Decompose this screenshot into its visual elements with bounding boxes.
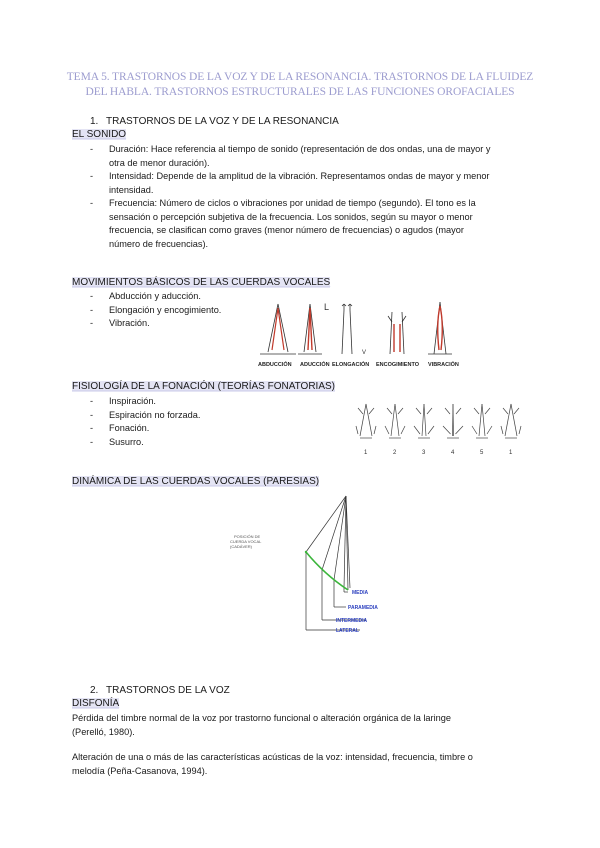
section-2-number: 2. <box>90 685 99 696</box>
section-1-title: TRASTORNOS DE LA VOZ Y DE LA RESONANCIA <box>106 116 339 127</box>
disfonia-heading: DISFONÍA <box>72 698 120 709</box>
section-1-number: 1. <box>90 116 99 127</box>
list-item: - Fonación. <box>90 423 150 433</box>
sonido-item-2-l2: intensidad. <box>109 184 154 195</box>
label-encogimiento: ENCOGIMIENTO <box>376 362 419 368</box>
elongacion-diagram <box>342 304 352 354</box>
vocal-fold-movements-figure <box>252 294 464 370</box>
side-note-3: (CADÁVER) <box>230 544 253 549</box>
sonido-item-2-l1: Intensidad: Depende de la amplitud de la vibración. Representamos ondas de mayor y menor <box>109 171 490 181</box>
disfonia-paragraph-2 <box>72 751 542 778</box>
label-elongacion: ELONGACIÓN <box>332 362 370 368</box>
encogimiento-diagram <box>388 312 406 354</box>
list-item: - Inspiración. <box>90 396 156 406</box>
paresias-diagram <box>226 490 396 640</box>
side-note-1: POSICIÓN DE <box>234 534 261 539</box>
list-item: - Abducción y aducción. <box>90 291 201 301</box>
dinamica-heading: DINÁMICA DE LAS CUERDAS VOCALES (PARESIAS) <box>72 476 320 487</box>
sonido-item-3-l4: número de frecuencias). <box>109 238 209 249</box>
label-vibracion: VIBRACIÓN <box>428 362 459 368</box>
glottis-sketch <box>414 404 434 438</box>
disfonia-p1-line-2: (Perelló, 1980). <box>72 726 135 737</box>
sonido-item-1-l1: Duración: Hace referencia al tiempo de sonido (representación de dos ondas, una de mayor y <box>109 144 491 154</box>
glottis-sketch <box>356 404 376 438</box>
label-media: MEDIA <box>352 590 369 596</box>
sonido-heading: EL SONIDO <box>72 129 127 140</box>
document-title: TEMA 5. TRASTORNOS DE LA VOZ Y DE LA RESONANCIA. TRASTORNOS DE LA FLUIDEZ DEL HABLA. TRASTORNOS ESTRUCTURALES DE LAS FUNCIONES OROFACIALES <box>66 71 534 98</box>
glottis-sketch <box>501 404 521 438</box>
sonido-item-3-l1: Frecuencia: Número de ciclos o vibraciones por unidad de tiempo (segundo). El tono es la <box>109 198 476 208</box>
phase-label-1: 1 <box>364 450 368 456</box>
sonido-item-3-l2: sensación o percepción subjetiva de la frecuencia. Los sonidos, según su mayor o menor <box>109 211 473 222</box>
label-intermedia: INTERMEDIA <box>336 618 368 624</box>
aduccion-diagram <box>298 304 322 354</box>
disfonia-p2-line-1: Alteración de una o más de las características acústicas de la voz: intensidad, frecuencia, timbre o <box>72 752 473 762</box>
glottis-sketch <box>472 404 492 438</box>
movimientos-heading: MOVIMIENTOS BÁSICOS DE LAS CUERDAS VOCALES <box>72 277 331 288</box>
list-item: - Elongación y encogimiento. <box>90 305 222 315</box>
figure-v-mark: V <box>362 350 367 356</box>
figure-l-mark: L <box>324 302 330 312</box>
phase-label-6: 1 <box>509 450 513 456</box>
fisiologia-heading: FISIOLOGÍA DE LA FONACIÓN (TEORÍAS FONATORIAS) <box>72 381 336 392</box>
curve-start-dot <box>305 551 307 553</box>
cadaver-position-curve <box>306 552 348 590</box>
list-item: - Vibración. <box>90 318 150 328</box>
phase-label-3: 3 <box>422 450 426 456</box>
label-lateral: LATERAL <box>336 628 359 634</box>
abduccion-diagram <box>260 304 296 354</box>
list-item: - Espiración no forzada. <box>90 410 201 420</box>
list-item: - Frecuencia: Número de ciclos o vibraciones por unidad de tiempo (segundo). El tono es la sensación o percepción subjetiva de la frecuencia. Los sonidos, según su mayor o menor frecuencia, se clasifican como graves (menor número de frecuencias) o agudos (mayor número de frecuencias). <box>90 197 550 255</box>
disfonia-paragraph-1 <box>72 712 542 739</box>
side-note-2: CUERDA VOCAL <box>230 539 262 544</box>
label-aduccion: ADUCCIÓN <box>300 362 330 368</box>
phase-label-4: 4 <box>451 450 455 456</box>
disfonia-p1-line-1: Pérdida del timbre normal de la voz por trastorno funcional o alteración orgánica de la laringe <box>72 713 451 723</box>
glottis-sketch <box>385 404 405 438</box>
section-1-heading <box>90 116 339 127</box>
phase-label-2: 2 <box>393 450 397 456</box>
section-2-heading <box>90 685 230 696</box>
phase-label-5: 5 <box>480 450 484 456</box>
vibracion-diagram <box>428 302 452 354</box>
disfonia-p2-line-2: melodía (Peña-Casanova, 1994). <box>72 765 208 776</box>
list-item: - Susurro. <box>90 437 144 447</box>
sonido-item-1-l2: otra de menor duración). <box>109 157 210 168</box>
sonido-item-3-l3: frecuencia, se clasifican como graves (menor número de frecuencias) o agudos (mayor <box>109 225 464 235</box>
label-paramedia: PARAMEDIA <box>348 605 378 611</box>
section-2-title: TRASTORNOS DE LA VOZ <box>106 685 230 696</box>
list-item: - Duración: Hace referencia al tiempo de sonido (representación de dos ondas, una de mayor y otra de menor duración). <box>90 143 550 173</box>
list-item: - Intensidad: Depende de la amplitud de la vibración. Representamos ondas de mayor y menor intensidad. <box>90 170 550 200</box>
phonation-phases-figure <box>350 398 528 458</box>
glottis-sketch <box>443 404 463 438</box>
label-abduccion: ABDUCCIÓN <box>258 362 292 368</box>
